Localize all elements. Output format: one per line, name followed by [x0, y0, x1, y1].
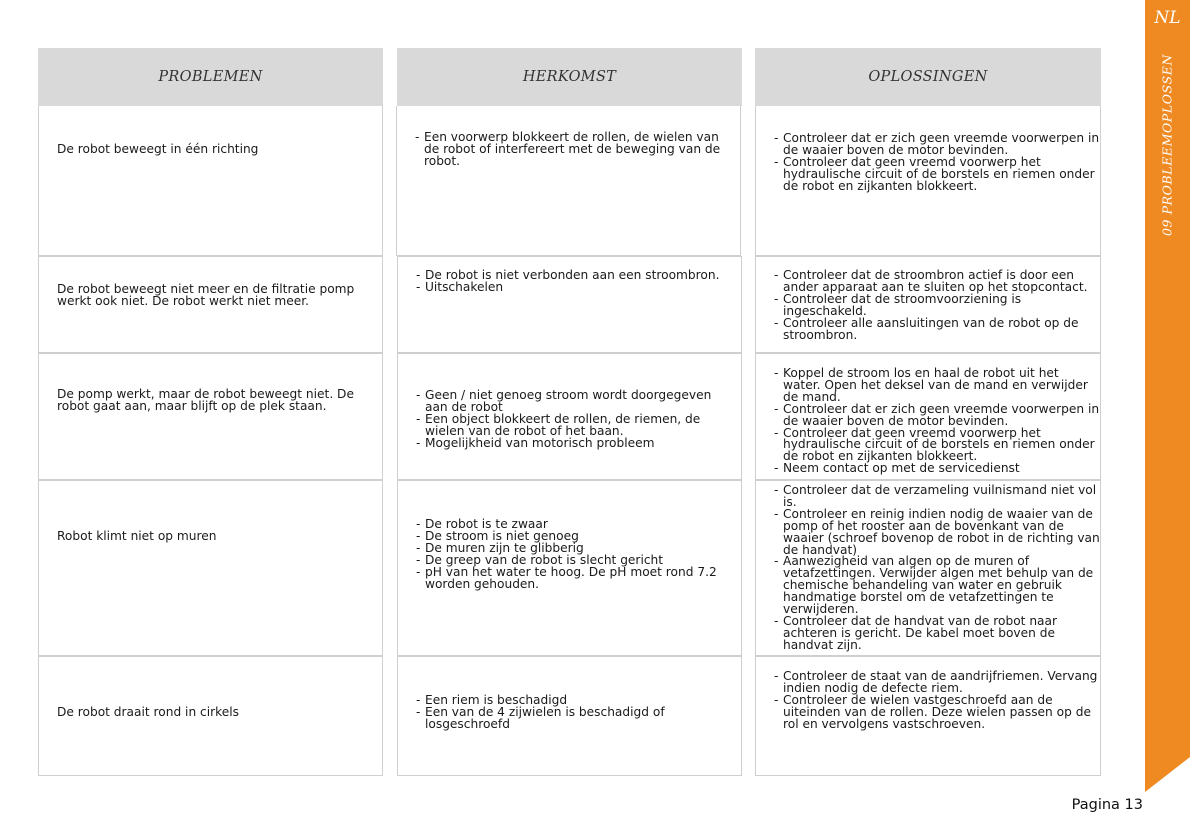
- page-number: Pagina 13: [1071, 797, 1143, 813]
- origin-item: - Een object blokkeert de rollen, de riemen, de wielen van de robot of het baan.: [416, 414, 737, 438]
- origin-list: [398, 390, 741, 450]
- origin-item: - De robot is te zwaar: [416, 519, 737, 531]
- solution-cell: [755, 106, 1101, 256]
- header-solutions: OPLOSSINGEN: [755, 48, 1101, 106]
- problem-cell: [38, 353, 383, 480]
- solution-item: - Controleer dat de stroomvoorziening is ingeschakeld.: [774, 294, 1100, 318]
- language-label: NL: [1154, 8, 1181, 28]
- solution-item: - Controleer de wielen vastgeschroefd aan de uiteinden van de rollen. Deze wielen passen op de rol en vervolgens vastschroeven.: [774, 695, 1100, 731]
- section-title: 09 PROBLEEMOPLOSSEN: [1159, 53, 1175, 237]
- origin-item: - Mogelijkheid van motorisch probleem: [416, 438, 737, 450]
- solution-list: [756, 671, 1100, 731]
- solution-item: - Controleer dat geen vreemd voorwerp het hydraulische circuit of de borstels en riemen onder de robot en zijkanten blokkeert.: [774, 428, 1100, 464]
- origin-item: - Geen / niet genoeg stroom wordt doorgegeven aan de robot: [416, 390, 737, 414]
- origin-cell: [397, 480, 742, 656]
- solution-cell: [755, 353, 1101, 480]
- solution-cell: [755, 256, 1101, 353]
- solution-list: [756, 368, 1100, 475]
- problem-cell: [38, 480, 383, 656]
- solution-list: [756, 270, 1100, 341]
- problem-text: De robot beweegt niet meer en de filtratie pomp werkt ook niet. De robot werkt niet meer.: [57, 282, 355, 308]
- header-origin: HERKOMST: [397, 48, 742, 106]
- origin-item: - De greep van de robot is slecht gericht: [416, 555, 737, 567]
- solution-item: - Koppel de stroom los en haal de robot uit het water. Open het deksel van de mand en verwijder de mand.: [774, 368, 1100, 404]
- solution-item: - Aanwezigheid van algen op de muren of vetafzettingen. Verwijder algen met behulp van de chemische behandeling van water en gebruik handmatige borstel om de vetafzettingen te verwijderen.: [774, 556, 1100, 616]
- solution-item: - Controleer dat de verzameling vuilnismand niet vol is.: [774, 485, 1100, 509]
- origin-list: [398, 519, 741, 590]
- origin-list: [398, 695, 741, 731]
- solution-item: - Controleer de staat van de aandrijfriemen. Vervang indien nodig de defecte riem.: [774, 671, 1100, 695]
- origin-list: [398, 270, 741, 294]
- solution-item: - Controleer dat er zich geen vreemde voorwerpen in de waaier boven de motor bevinden.: [774, 404, 1100, 428]
- origin-item: - De muren zijn te glibberig: [416, 543, 737, 555]
- solution-item: - Controleer dat de stroombron actief is door een ander apparaat aan te sluiten op het stopcontact.: [774, 270, 1100, 294]
- origin-item: - Een riem is beschadigd: [416, 695, 737, 707]
- solution-item: - Controleer en reinig indien nodig de waaier van de pomp of het rooster aan de bovenkant van de waaier (schroef bovenop de robot in de richting van de handvat): [774, 509, 1100, 557]
- solution-list: [756, 133, 1100, 193]
- origin-cell: [397, 256, 742, 353]
- problem-text: De robot draait rond in cirkels: [57, 705, 239, 719]
- solution-list: [756, 485, 1100, 652]
- origin-item: - De robot is niet verbonden aan een stroombron.: [416, 270, 737, 282]
- problem-cell: [38, 106, 383, 256]
- origin-item: - Een van de 4 zijwielen is beschadigd of losgeschroefd: [416, 707, 737, 731]
- origin-list: [397, 132, 740, 168]
- solution-cell: [755, 480, 1101, 656]
- solution-item: - Controleer dat geen vreemd voorwerp het hydraulische circuit of de borstels en riemen onder de robot en zijkanten blokkeert.: [774, 157, 1100, 193]
- problem-text: De pomp werkt, maar de robot beweegt niet. De robot gaat aan, maar blijft op de plek staan.: [57, 387, 354, 413]
- problem-text: Robot klimt niet op muren: [57, 529, 217, 543]
- solution-item: - Controleer dat de handvat van de robot naar achteren is gericht. De kabel moet boven de handvat zijn.: [774, 616, 1100, 652]
- problem-cell: [38, 256, 383, 353]
- solution-cell: [755, 656, 1101, 776]
- origin-item: - Uitschakelen: [416, 282, 737, 294]
- solution-item: - Neem contact op met de servicedienst: [774, 463, 1100, 475]
- solution-item: - Controleer dat er zich geen vreemde voorwerpen in de waaier boven de motor bevinden.: [774, 133, 1100, 157]
- origin-item: - pH van het water te hoog. De pH moet rond 7.2 worden gehouden.: [416, 567, 737, 591]
- origin-item: - De stroom is niet genoeg: [416, 531, 737, 543]
- solution-item: - Controleer alle aansluitingen van de robot op de stroombron.: [774, 318, 1100, 342]
- origin-cell: [396, 106, 741, 256]
- origin-item: - Een voorwerp blokkeert de rollen, de wielen van de robot of interfereert met de beweging van de robot.: [415, 132, 736, 168]
- header-problems: PROBLEMEN: [38, 48, 383, 106]
- origin-cell: [397, 656, 742, 776]
- problem-text: De robot beweegt in één richting: [57, 142, 259, 156]
- problem-cell: [38, 656, 383, 776]
- origin-cell: [397, 353, 742, 480]
